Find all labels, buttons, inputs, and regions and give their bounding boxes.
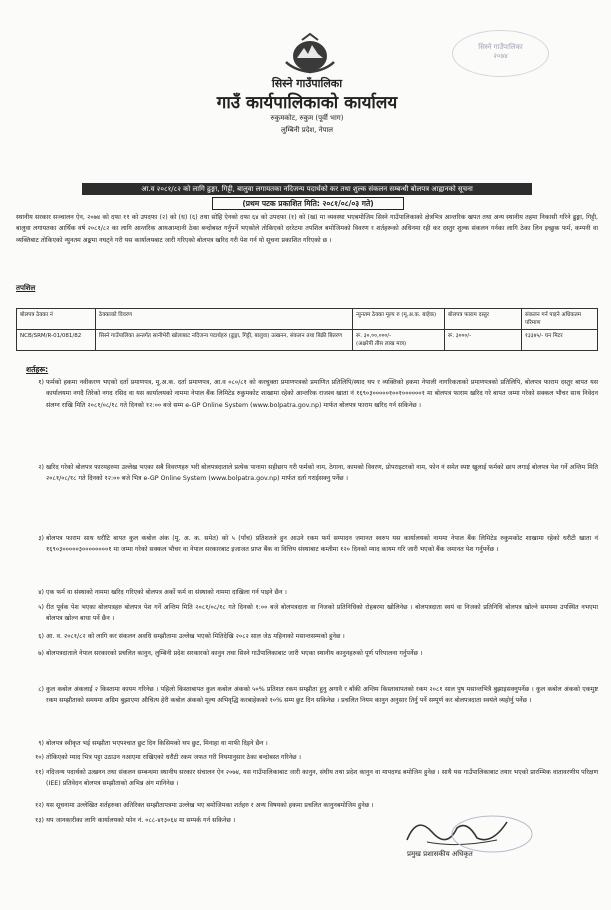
condition-text: नदिजन्य पदार्थको उत्खनन तथा संकलन सम्बन्धमा स्थानीय सरकार संचालन ऐन २०७४, यस गाउँपालिकाबाट जारी कानुन, संघीय तथा प्रदेश कानुन वा मापदण्ड बमोजिम हुनेछ । साथै यस गाउँपालिकाबाट तयार भएको प्रारम्भिक वातावरणीय परिक्षण (IEE) प्रतिवेदन बोलपत्र सम्झौताको अभिन्न अंग मानिनेछ । xyxy=(46,769,598,788)
condition-number: ७) xyxy=(38,650,44,657)
condition-item xyxy=(16,767,598,801)
condition-text: थप जानकारीका लागि कार्यालयको फोन नं. ०८८-४१३०६४ मा सम्पर्क गर्न सकिनेछ । xyxy=(46,817,236,824)
condition-number: ३) xyxy=(38,535,44,542)
notice-intro: स्थानीय सरकार सञ्चालन ऐन, २०७४ को दफा ११ को उपदफा (२) को (ध) (६) तथा सोहि ऐनको दफा ६४ को उपदफा (१) को (ख) मा व्यवस्था भएबमोजिम सिस्ने गाउँपालिकाको क्षेत्रभित्र आन्तरिक खपत तथा अन्य स्थानीय तहमा निकासी गरिने ढुङ्गा, गिट्टी, बालुवा लगायतका आर्थिक वर्ष २०८१/८२ का लागि आन्तरिक आयआम्दानी ठेका बन्दोबस्त गर्नुपर्ने भएकोले तोकिएको दररेटमा तपशिल बमोजिमको विवरण र शर्तहरूको अधिनमा रही कर दस्तुर शुल्क संकलन गर्नका लागि ठेका लिन इच्छुक फर्म, कम्पनी वा व्यक्तिबाट तोकिएको न्युनतम अङ्कमा नघट्ने गरी यस कार्यालयबाट जारी गरिएको बोलपत्र खरिद गरी पेश गर्न यो सूचना प्रकाशित गरिएको छ । xyxy=(16,214,598,244)
condition-text: आ. व. २०८१/८२ को लागि कर संकलन अवधि सम्झौतामा उल्लेख भएको मितिदेखि २०८२ साल जेठ महिनाको मसान्तसम्मको हुनेछ । xyxy=(46,633,345,640)
condition-number: ६) xyxy=(38,633,44,640)
office-seal xyxy=(452,30,549,77)
condition-item xyxy=(16,684,598,729)
signature-icon xyxy=(397,810,537,855)
bid-code: NCB/SRM/R-01/081/82 xyxy=(17,330,96,351)
condition-number: ११) xyxy=(34,769,44,776)
conditions-label: शर्तहरू: xyxy=(26,365,49,374)
bid-fee: रू. ३०००/- xyxy=(445,330,522,351)
office-title: गाउँ कार्यपालिकाको कार्यालय xyxy=(216,93,398,113)
header-cell: बोलपत्र फाराम दस्तुर xyxy=(445,309,522,330)
signatory-title: प्रमुख प्रशासकीय अधिकृत xyxy=(407,850,473,858)
office-address: रुकुमकोट, रुकुम (पूर्वी भाग) xyxy=(270,114,344,122)
condition-text: यस सूचनामा उल्लेखित शर्तहरुका अतिरिक्त सम्झौतापत्रमा उल्लेख भए बमोजिमका शर्तहरु र अन्य विषयको हकमा प्रचलित कानुनबमोजिम हुनेछ । xyxy=(46,802,374,809)
bid-amount: रू. ३०,००,०००/- xyxy=(356,333,392,339)
table-label: तपशिल xyxy=(16,284,36,292)
condition-number: १०) xyxy=(34,754,44,761)
condition-item xyxy=(16,815,396,827)
condition-text: खरिद गरेको बोलपत्र फारमहरुमा उल्लेख भएका सबै विवरणहरु भरी बोलपत्रदाताले प्रत्येक पानामा सहीछाप गरी फर्मको नाम, ठेगाना, कामको विवरण, प्रोपराइटरको नाम, फोन नं समेत स्पष्ट खुलाई फर्मको छाप लगाई बोलपत्र पेश गर्ने अन्तिम मिति २०८१/०८/१८ गते दिनको १२:०० बजे भित्र e-GP Online System (www.bolpatra.gov.np) मार्फत दर्ता गराईसक्नु पर्नेछ । xyxy=(46,464,598,483)
condition-number: ५) xyxy=(38,604,44,611)
condition-number: ४) xyxy=(38,589,44,596)
bid-amount-cell xyxy=(353,330,445,351)
condition-text: बोलपत्र स्वीकृत भई सम्झौता भएपश्चात छुट दिन किसिमको थप छुट, मिनाहा वा माफी दिइने छैन । xyxy=(46,740,268,747)
condition-text: बोलपत्र फाराम साथ धरौटि बापत कुल कबोल अंक (मू. अ. क. समेत) को ५ (पाँच) प्रतिशतले हुन आउने रकम फर्म सम्पादन जमानत स्वरुप यस कार्यालयको नाममा नेपाल बैंक लिमिटेड रुकुमकोट शाखामा रहेको धरौटी खाता नं १६९०३०००००३००००००००१ मा जम्मा गरेको सक्कल भौचर वा नेपाल सरकारबाट इजाजत प्राप्त बैंक वा वित्तिय संस्थाबाट कम्तीमा १२० दिनको म्याद कायम गरि जारी भएको बैंक जमानत पेश गर्नुपर्नेछ । xyxy=(46,535,598,554)
condition-number: १३) xyxy=(34,817,44,824)
bid-amount-words: (अक्षरेपी तीस लाख मात्र) xyxy=(356,341,407,347)
notice-title: आ.व २०८१/८२ को लागि ढुङ्गा, गिट्टी, बालुवा लगायतका नदिजन्य पदार्थको कर तथा शुल्क संकलन सम्बन्धी बोलपत्र आह्वानको सूचना xyxy=(82,183,532,195)
condition-item xyxy=(16,587,598,599)
condition-text: फर्मको हकमा नवीकरण भएको दर्ता प्रमाणपत्र, मू.अ.क. दर्ता प्रमाणपत्र, आ.व ०८०/८१ को करचुक्ता प्रमाणपत्रको प्रमाणित प्रतिलिपि/स्याद थप र व्यक्तिको हकमा नेपाली नागरिकताको प्रमाणपत्रको प्रतिलिपि, बोलपत्र फाराम दस्तुर बापत यस कार्यालयमा नगदै तिरेको नगद रसिद वा यस कार्यालयको नाममा नेपाल बैंक लिमिटेड रुकुमकोट शाखामा रहेको आन्तरिक राजश्व खाता नं १६९०३०००००१००१००००००१ मा बोलपत्र फाराम खरिद गरे बापत जम्मा गरेको सक्कल भौचर साथ निवेदन संलग्न राखि मिति २०८१/०८/१८ गते दिनको १२:०० बजे सम्म e-GP Online System (www.bolpatra.gov.np) मार्फत बोलपत्र फाराम खरिद गर्न सकिनेछ । xyxy=(46,379,598,409)
condition-item xyxy=(16,462,598,518)
condition-item xyxy=(16,377,598,445)
table-row xyxy=(17,330,598,351)
seal-line-1: सिस्ने गाउँपालिका xyxy=(478,43,523,51)
condition-number: ९) xyxy=(38,740,44,747)
condition-number: २) xyxy=(38,464,44,471)
notice-page xyxy=(12,30,602,895)
condition-number: ८) xyxy=(38,686,44,693)
condition-text: एक फर्म वा संस्थाको नाममा खरिद गरिएको बोलपत्र अर्को फर्म वा संस्थाको नाममा दाखिला गर्न पाइने छैन । xyxy=(46,589,287,596)
condition-number: १२) xyxy=(34,802,44,809)
condition-item xyxy=(16,648,598,671)
table-header-row xyxy=(17,309,598,330)
condition-text: बोलपत्रदाताले नेपाल सरकारको प्रचलित कानुन, लुम्बिनी प्रदेश सरकारको कानुन तथा सिस्ने गाउँपालिकाबाट जारी भएका स्थानीय कानुनहरुको पूर्ण परिपालना गर्नुपर्नेछ । xyxy=(46,650,423,657)
condition-text: तोकिएको म्याद भित्र पट्टा उठाउन नआएमा राखिएको धरौटी रकम जफत गरी नियमानुसार ठेका बन्दोबस्त गरिनेछ । xyxy=(46,754,301,761)
nepal-emblem-icon xyxy=(280,32,340,74)
condition-item xyxy=(16,533,598,578)
condition-text: रीत पूर्वक पेश भएका बोलपत्रहरु बोलपत्र पेश गर्ने अन्तिम मिति २०८१/०८/१८ गते दिनको १:०० बजे बोलपत्रदाता वा निजको प्रतिनिधिको रोहबरमा खोलिनेछ । बोलपत्रदाता स्वयं वा निजको प्रतिनिधि बोलपत्र खोल्ने समयमा उपस्थित नभएमा बोलपत्र खोल्न बाधा पर्ने छैन । xyxy=(46,604,598,623)
publish-date: (प्रथम पटक प्रकाशित मिति: २०८१/०८/०३ गते) xyxy=(212,197,404,210)
bid-quantity: १३३४५/- घन मिटर xyxy=(522,330,598,351)
bid-description: सिस्ने गाउँपालिका अन्तर्गत सानीभेरी खोलाबाट नदिजन्य पदार्थहरु (ढुङ्गा, गिट्टी, बालुवा) उत्खनन, संकलन तथा बिक्री बितरण xyxy=(96,330,353,351)
condition-item xyxy=(16,602,598,625)
office-province: लुम्बिनी प्रदेश, नेपाल xyxy=(280,126,334,134)
header-cell: बोलपत्र ठेक्का नं xyxy=(17,309,96,330)
header-cell: न्युनतम ठेक्का मूल्य रु (मू.अ.क. बाहेक) xyxy=(353,309,445,330)
header-cell: ठेक्काको विवरण xyxy=(96,309,353,330)
condition-text: कुल कबोल अंकलाई २ किस्तामा कायम गरिनेछ । पहिलो किस्ताबापत कुल कबोल अंकको ५०% प्रतिशत रकम सम्झौता हुनु अगावै र बाँकी अन्तिम किस्तावापतको रकम २०८१ साल पुष मसान्तभित्रै बुझाइसक्नुपर्नेछ । कुल कबोल अंकको एकमुष्ट रकम सम्झौताको समयमा अग्रिम बुझाएमा औचित्य हेरी कबोल अंकको मूल्य अभिवृद्धि करबाहेकको १०% सम्म छुट दिन सकिनेछ । प्रचलित नियम कानुन अनुसार तिर्नु पर्ने सम्पूर्ण कर बोलपत्रदाता स्वयंले व्यहोर्नु पर्नेछ । xyxy=(46,686,598,705)
condition-item xyxy=(16,631,598,643)
condition-item xyxy=(16,752,598,764)
condition-item xyxy=(16,738,598,750)
header-cell: संकलन गर्न पाइने अधिकतम परिमाण xyxy=(522,309,598,330)
condition-number: १) xyxy=(38,379,44,386)
seal-line-2: २०७४ xyxy=(493,52,508,60)
bid-table xyxy=(16,308,598,351)
municipality-name: सिस्ने गाउँपालिका xyxy=(271,77,343,90)
